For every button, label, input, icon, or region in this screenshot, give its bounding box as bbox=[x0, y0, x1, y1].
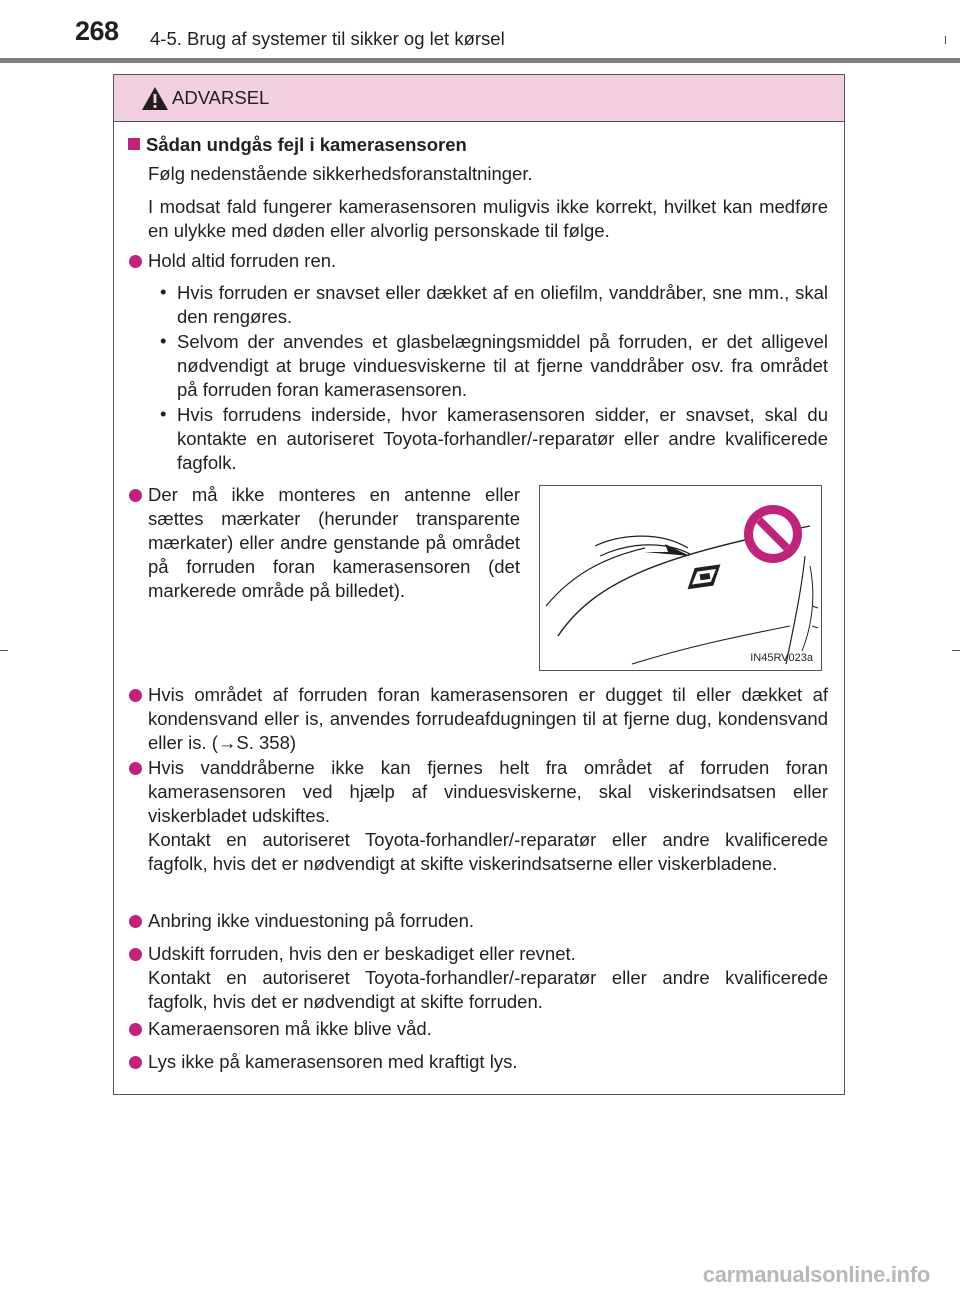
dash-bullet-icon: • bbox=[160, 330, 167, 351]
warning-header bbox=[114, 75, 844, 122]
header-rule bbox=[0, 58, 960, 63]
bullet-text: Der må ikke monteres en antenne eller sættes mærkater (herunder transparente mærkater) eller andre genstande på området på forruden foran kamerasensoren (det markerede område på billedet). bbox=[148, 484, 520, 601]
windshield-figure bbox=[539, 485, 822, 671]
crop-mark bbox=[952, 650, 960, 651]
square-bullet-icon bbox=[128, 138, 140, 150]
bullet-dot-icon bbox=[129, 1056, 142, 1069]
dash-bullet-icon: • bbox=[160, 281, 167, 302]
bullet-dot-icon bbox=[129, 1023, 142, 1036]
bullet-dot-icon bbox=[129, 255, 142, 268]
intro-text: I modsat fald fungerer kamerasensoren muligvis ikke korrekt, hvilket kan medføre en ulykke med døden eller alvorlig personskade til følge. bbox=[148, 196, 828, 241]
bullet-text: Anbring ikke vinduestoning på forruden. bbox=[148, 910, 475, 931]
bullet-text: Lys ikke på kamerasensoren med kraftigt lys. bbox=[148, 1051, 518, 1072]
dash-item: Hvis forrudens inderside, hvor kamerasensoren sidder, er snavset, skal du kontakte en autoriseret Toyota-forhandler/-reparatør eller andre kvalificerede fagfolk. bbox=[177, 404, 828, 473]
windshield-illustration bbox=[540, 486, 823, 672]
crop-mark bbox=[945, 36, 946, 44]
bullet-text: Hvis vanddråberne ikke kan fjernes helt fra området af forruden foran kamerasensoren ved hjælp af vinduesviskerne, skal viskerindsatsen eller viskerbladet udskiftes. bbox=[148, 757, 828, 826]
warning-triangle-icon bbox=[141, 86, 169, 111]
dash-item: Selvom der anvendes et glasbelægningsmiddel på forruden, er det alligevel nødvendigt at bruge vinduesviskerne til at fjerne vanddråber osv. fra området på forruden foran kamerasensoren. bbox=[177, 331, 828, 400]
bullet-text: Kameraensoren må ikke blive våd. bbox=[148, 1018, 432, 1039]
watermark: carmanualsonline.info bbox=[702, 1262, 930, 1287]
bullet-text: Hvis området af forruden foran kamerasensoren er dugget til eller dækket af kondensvand eller is, anvendes forrudeafdugningen til at fjerne dug, kondensvand eller is. (→S. 358) bbox=[148, 684, 828, 753]
dash-item: Hvis forruden er snavset eller dækket af en oliefilm, vanddråber, sne mm., skal den rengøres. bbox=[177, 282, 828, 327]
section-title: 4-5. Brug af systemer til sikker og let kørsel bbox=[150, 28, 505, 49]
warning-label: ADVARSEL bbox=[172, 87, 270, 108]
bullet-text: Kontakt en autoriseret Toyota-forhandler/-reparatør eller andre kvalificerede fagfolk, hvis det er nødvendigt at skifte forruden. bbox=[148, 967, 828, 1012]
bullet-text: Hold altid forruden ren. bbox=[148, 250, 337, 271]
subheading: Sådan undgås fejl i kamerasensoren bbox=[128, 134, 467, 156]
bullet-text: Kontakt en autoriseret Toyota-forhandler/-reparatør eller andre kvalificerede fagfolk, hvis det er nødvendigt at skifte viskerindsatserne eller viskerbladene. bbox=[148, 829, 828, 874]
bullet-dot-icon bbox=[129, 915, 142, 928]
intro-text: Følg nedenstående sikkerhedsforanstaltninger. bbox=[148, 163, 533, 184]
crop-mark bbox=[0, 650, 8, 651]
dash-bullet-icon: • bbox=[160, 403, 167, 424]
warning-box bbox=[113, 74, 845, 1095]
bullet-dot-icon bbox=[129, 948, 142, 961]
bullet-dot-icon bbox=[129, 762, 142, 775]
page-number: 268 bbox=[75, 16, 119, 46]
bullet-dot-icon bbox=[129, 689, 142, 702]
bullet-text: Udskift forruden, hvis den er beskadiget eller revnet. bbox=[148, 943, 576, 964]
figure-code: IN45RV023a bbox=[750, 652, 813, 664]
bullet-dot-icon bbox=[129, 489, 142, 502]
